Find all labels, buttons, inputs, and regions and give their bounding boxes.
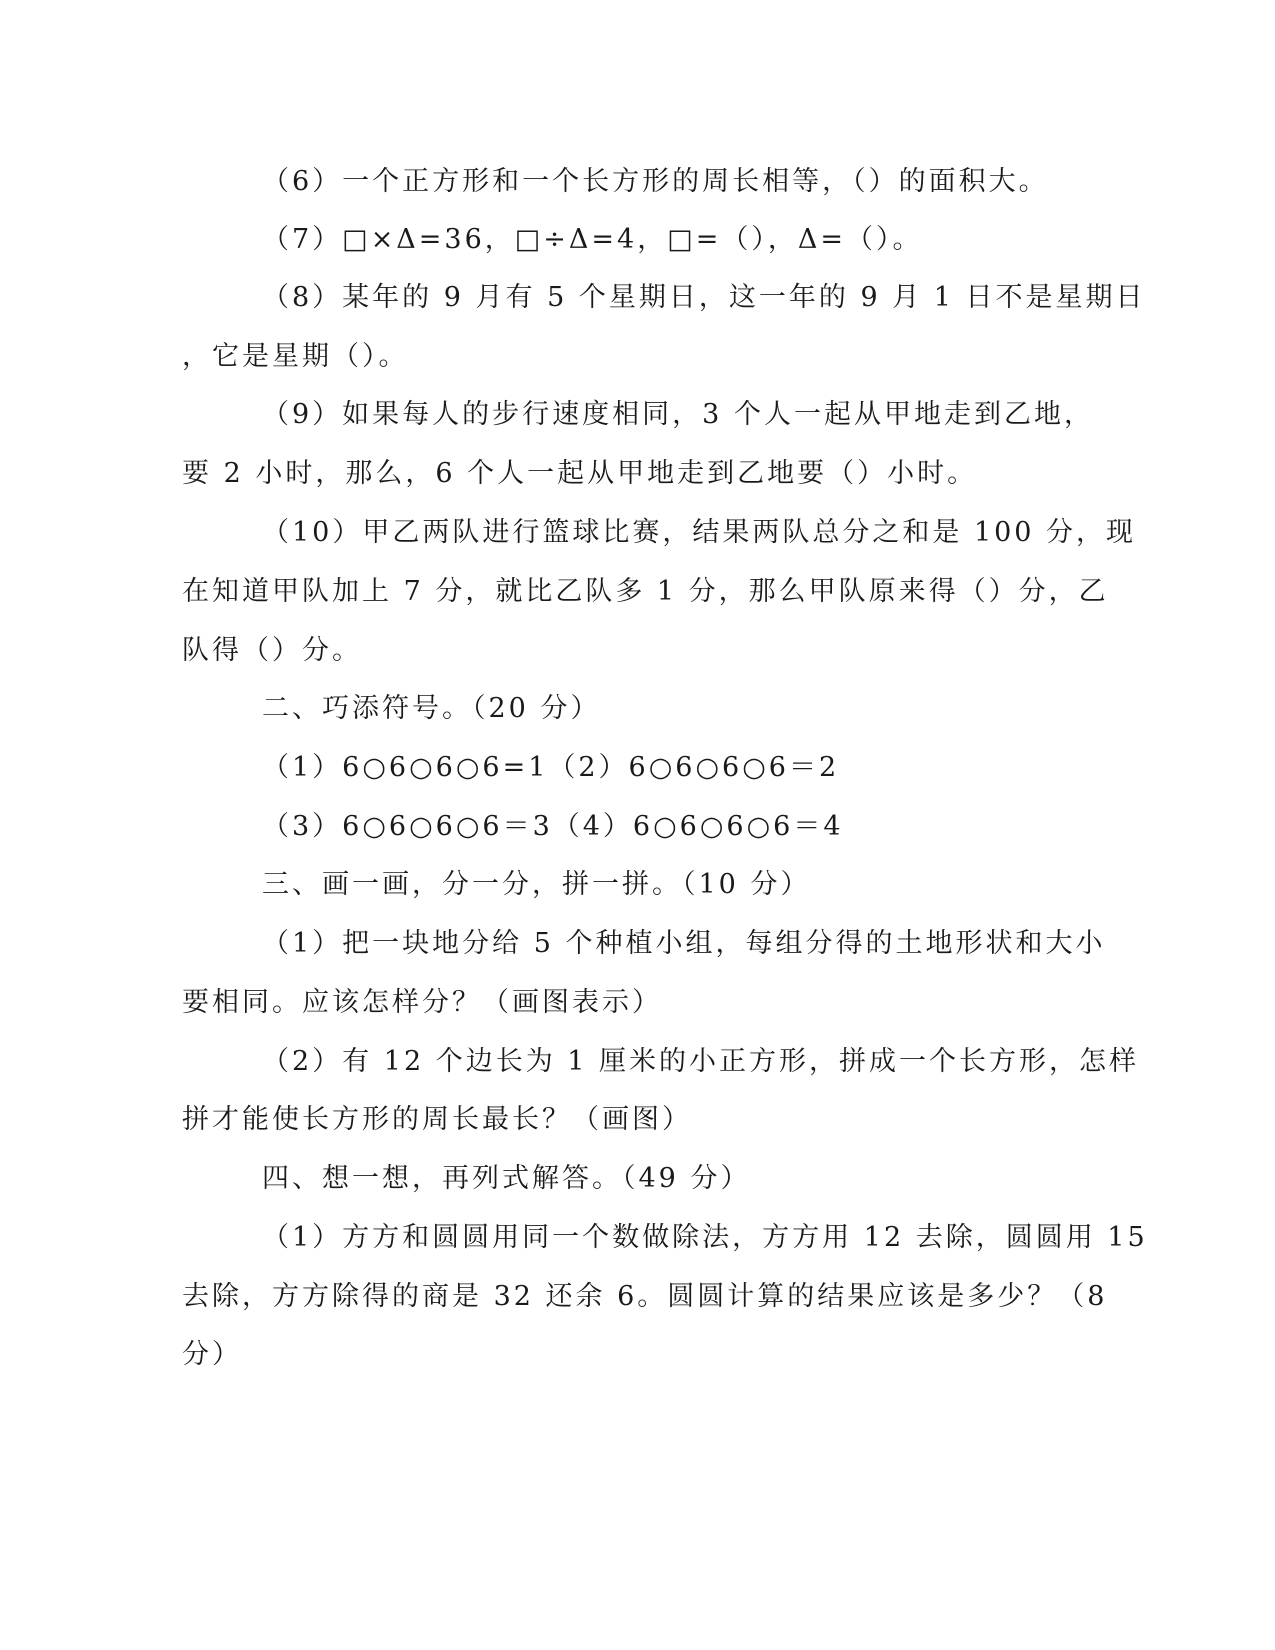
section-3-q1-line-1: （1）把一块地分给 5 个种植小组，每组分得的土地形状和大小: [262, 928, 1106, 959]
section-2-heading: 二、巧添符号。（20 分）: [262, 693, 601, 724]
section-4-q1-line-1: （1）方方和圆圆用同一个数做除法，方方用 12 去除，圆圆用 15: [262, 1222, 1148, 1253]
section-2-items-3-4: （3）6○6○6○6＝3（4）6○6○6○6＝4: [262, 811, 844, 842]
question-8-line-2: ，它是星期（）。: [182, 341, 409, 372]
section-3-q2-line-2: 拼才能使长方形的周长最长？（画图）: [182, 1104, 692, 1135]
section-4-heading: 四、想一想，再列式解答。（49 分）: [262, 1163, 751, 1194]
question-7: （7）□×Δ=36，□÷Δ=4，□=（），Δ=（）。: [262, 224, 923, 255]
section-4-q1-line-3: 分）: [182, 1339, 242, 1370]
question-10-line-2: 在知道甲队加上 7 分，就比乙队多 1 分，那么甲队原来得（）分，乙: [182, 576, 1109, 607]
question-10-line-1: （10）甲乙两队进行篮球比赛，结果两队总分之和是 100 分，现: [262, 517, 1137, 548]
question-10-line-3: 队得（）分。: [182, 635, 362, 666]
question-8-line-1: （8）某年的 9 月有 5 个星期日，这一年的 9 月 1 日不是星期日: [262, 282, 1146, 313]
section-3-heading: 三、画一画，分一分，拼一拼。（10 分）: [262, 869, 811, 900]
section-4-q1-line-2: 去除，方方除得的商是 32 还余 6。圆圆计算的结果应该是多少？（8: [182, 1281, 1108, 1312]
question-9-line-2: 要 2 小时，那么，6 个人一起从甲地走到乙地要（）小时。: [182, 458, 978, 489]
question-9-line-1: （9）如果每人的步行速度相同，3 个人一起从甲地走到乙地，: [262, 399, 1094, 430]
section-3-q2-line-1: （2）有 12 个边长为 1 厘米的小正方形，拼成一个长方形，怎样: [262, 1046, 1140, 1077]
question-6: （6）一个正方形和一个长方形的周长相等，（）的面积大。: [262, 166, 1049, 197]
section-2-items-1-2: （1）6○6○6○6=1（2）6○6○6○6＝2: [262, 752, 840, 783]
section-3-q1-line-2: 要相同。应该怎样分？（画图表示）: [182, 987, 662, 1018]
